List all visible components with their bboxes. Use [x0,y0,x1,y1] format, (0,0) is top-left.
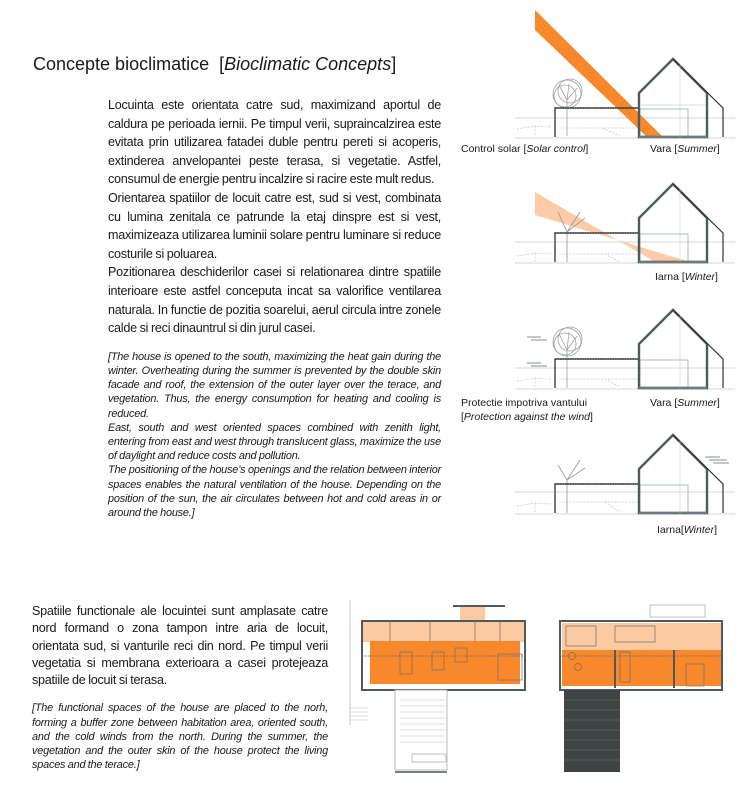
section-diagram-winter [455,170,754,270]
paragraph-ro-1: Locuinta este orientata catre sud, maximizand aportul de caldura pe perioada iernii. Pe timpul verii, supraincalzirea este evitata prin utilizarea fatadei duble pentru pereti si acoperis, extinderea anvelopantei peste terasa, si vegetatie. Astfel, consumul de energie pentru incalzire si racire este mult redus. [108,98,441,187]
bare-tree-icon [558,460,585,513]
section-diagram-summer-solar [455,0,754,145]
caption-text: Control solar [ [461,143,527,155]
living-zone [562,650,722,686]
caption-wind-protection-en [461,411,593,424]
buffer-zone-entry [460,607,485,627]
title-en: Bioclimatic Concepts [224,54,392,74]
caption-italic: Winter [684,271,716,283]
caption-summer-2 [650,397,720,410]
paragraph-en-3: The positioning of the house’s openings and the relation between interior spaces enables the natural ventilation of the house. Depending on the position of the sun, the air circulates between hot and cold areas in or around the house.] [108,464,441,519]
buffer-zone [362,621,525,642]
bottom-text-ro [32,603,328,689]
wind-icon [527,337,547,366]
caption-text: Protectie impotriva vantului [461,397,588,409]
caption-winter-2 [657,524,717,537]
caption-summer-1 [650,143,720,156]
paragraph-en-2: East, south and west oriented spaces combined with zenith light, entering from east and west through translucent glass, maximize the use of daylight and reduce costs and pollution. [108,421,441,463]
caption-italic: Winter [683,524,715,536]
caption-text: ] [585,143,589,155]
living-zone [370,641,520,684]
main-text-ro [108,96,441,338]
caption-italic: Protection against the wind [463,411,590,423]
caption-italic: Summer [677,397,717,409]
paragraph-en-1: [The house is opened to the south, maximizing the heat gain during the winter. Overheating during the summer is prevented by the double skin facade and roof, the extension of the outer layer over the terace, and vegetation. Thus, the energy consumption for heating and cooling is reduced. [108,350,441,420]
wind-icon [705,457,729,463]
page-title [33,54,396,75]
caption-text: Iarna [ [655,271,685,283]
sun-beam-winter [535,192,690,262]
steps [350,708,368,720]
paragraph-ro-2: Orientarea spatiilor de locuit catre est, sud si vest, combinata cu lumina zenitala ce patrunde la etaj dinspre est si vest, maximizeaza utilizarea luminii solare pentru luminare si reduce costurile si poluarea. [108,190,441,261]
house-section [555,310,723,388]
main-text-en [108,350,441,520]
caption-wind-protection [461,397,587,410]
caption-italic: Solar control [526,143,586,155]
caption-text: ] [590,411,593,423]
caption-text: Vara [ [650,143,678,155]
caption-text: Iarna[ [657,524,684,536]
section-diagram-winter-wind [455,430,754,520]
bottom-text-en [32,701,328,772]
caption-text: ] [716,143,720,155]
floor-plan-upper [550,590,754,800]
caption-text: [ [461,411,464,423]
roof-top [650,605,705,617]
caption-solar-control [461,143,588,156]
caption-text: ] [715,271,718,283]
caption-italic: Summer [677,143,717,155]
floor-plan-ground [340,590,540,800]
ground-lines [515,118,735,138]
bottom-paragraph-ro: Spatiile functionale ale locuintei sunt amplasate catre nord formand o zona tampon intre aria de locuit, orientata sud, si vanturile reci din nord. Pe timpul verii vegetatia si membrana exterioara a casei protejeaza spatiile de locuit si terasa. [32,604,328,688]
paragraph-ro-3: Pozitionarea deschiderilor casei si relationarea dintre spatiile interioare este astfel conceputa incat sa valorifice ventilarea naturala. In functie de pozitia soarelui, aerul circula intre zonele calde si reci dinauntrul si din jurul casei. [108,265,441,336]
house-section [555,435,723,513]
bottom-paragraph-en: [The functional spaces of the house are placed to the norh, forming a buffer zone between habitation area, oriented south, and the cold winds from the north. During the summer, the vegetation and the outer skin of the house protect the living spaces and the terace.] [32,702,328,772]
title-bracket-close: ] [391,54,397,74]
title-ro: Concepte bioclimatice [33,54,210,74]
caption-text: ] [716,397,720,409]
caption-text: Vara [ [650,397,678,409]
ground-lines [515,492,735,514]
main-text-column [108,96,441,520]
section-diagram-wind-protection [455,300,754,395]
bottom-text-column [32,603,328,773]
ground-lines [515,368,735,389]
caption-text: ] [714,524,718,536]
title-bracket-open: [ [219,54,225,74]
caption-winter-1 [655,271,718,284]
ground-lines [515,242,735,263]
